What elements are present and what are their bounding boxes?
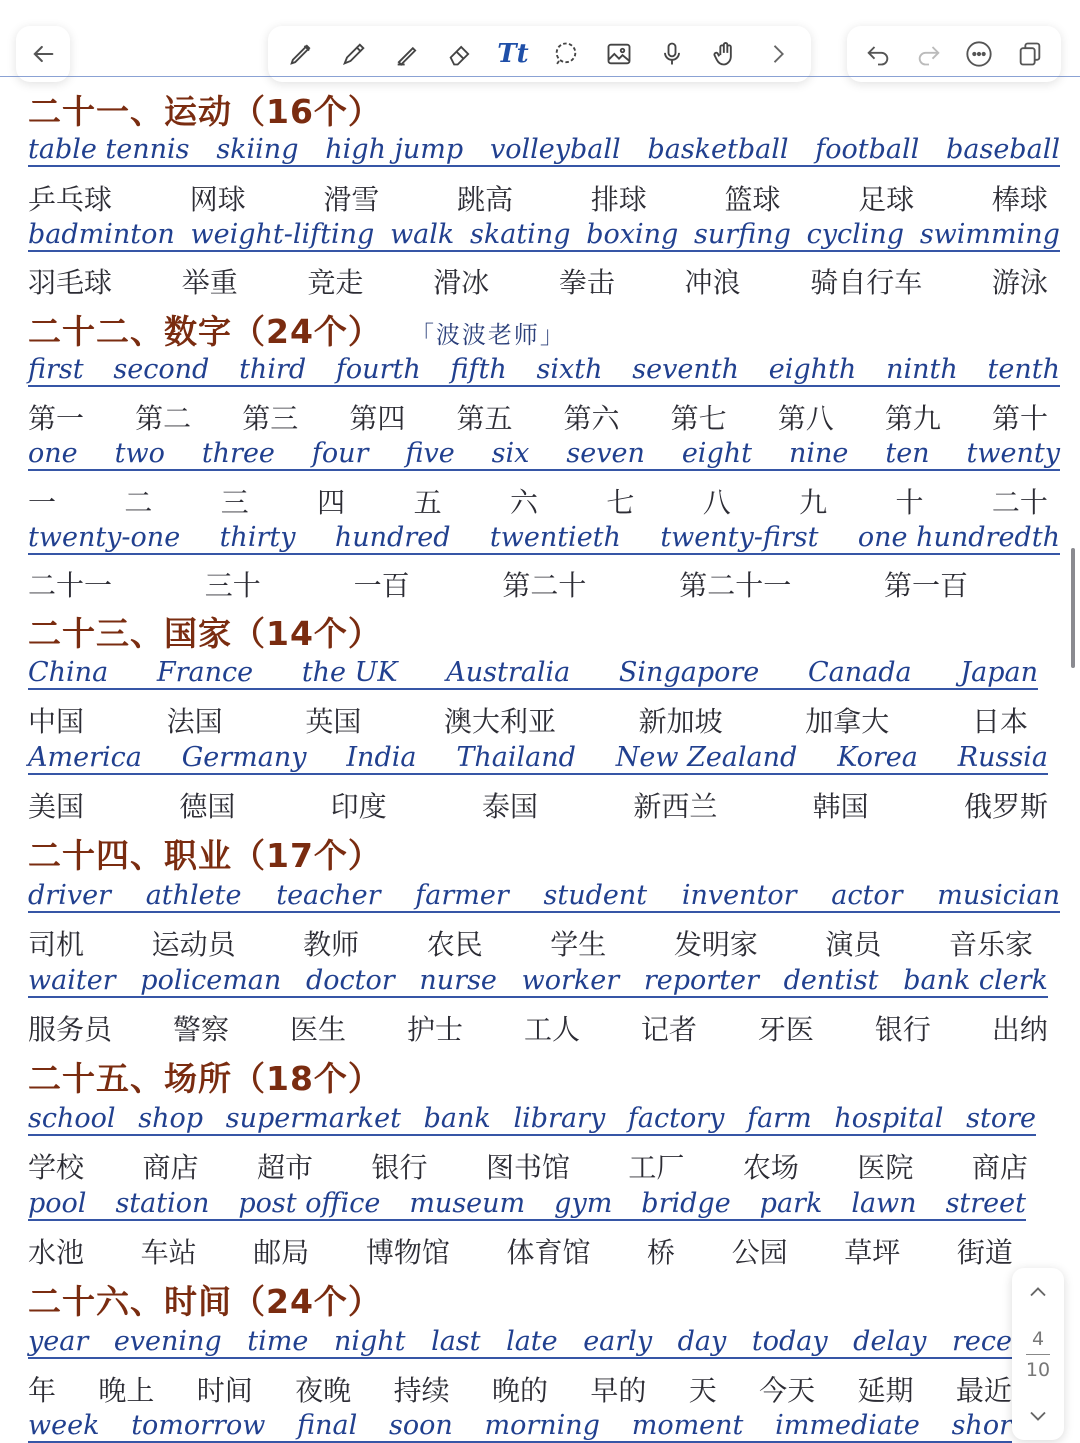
- english-row: [28, 354, 1060, 387]
- chinese-word: 滑雪: [323, 183, 380, 216]
- chevron-up-icon[interactable]: [1022, 1276, 1054, 1308]
- english-word: America: [28, 742, 142, 773]
- chinese-row: [28, 1008, 1048, 1048]
- chinese-word: 第四: [349, 402, 406, 435]
- chinese-word: 服务员: [28, 1013, 113, 1046]
- chinese-word: 游泳: [991, 266, 1048, 299]
- chinese-word: 排球: [590, 183, 647, 216]
- english-word: bank clerk: [903, 965, 1048, 996]
- highlighter-icon[interactable]: [391, 38, 423, 70]
- chinese-word: 第二十: [502, 569, 587, 602]
- chinese-word: 晚上: [98, 1374, 155, 1407]
- more-icon[interactable]: [963, 38, 995, 70]
- author-note: 「波波老师」: [421, 321, 566, 349]
- english-word: third: [239, 354, 307, 385]
- english-word: badminton: [28, 219, 175, 250]
- english-word: evening: [113, 1326, 222, 1357]
- section-heading: [28, 306, 566, 353]
- english-row: [28, 742, 1048, 775]
- chinese-row: [28, 1369, 1012, 1409]
- english-word: tenth: [987, 354, 1060, 385]
- english-word: table tennis: [28, 134, 190, 165]
- english-word: ten: [885, 438, 930, 469]
- english-word: actor: [831, 880, 903, 911]
- chinese-word: 警察: [172, 1013, 229, 1046]
- chinese-word: 法国: [166, 705, 223, 738]
- scrollbar-thumb[interactable]: [1071, 548, 1075, 668]
- chinese-word: 体育馆: [506, 1236, 591, 1269]
- english-row: [28, 965, 1048, 998]
- chinese-word: 音乐家: [948, 928, 1033, 961]
- english-word: week: [28, 1410, 100, 1441]
- chinese-word: 足球: [858, 183, 915, 216]
- section-heading-text: 二十二、数字（24个）: [28, 312, 382, 351]
- english-word: lawn: [851, 1188, 917, 1219]
- english-word: Canada: [807, 657, 912, 688]
- english-word: New Zealand: [615, 742, 798, 773]
- chinese-word: 四: [317, 486, 346, 519]
- english-word: volleyball: [489, 134, 621, 165]
- chinese-word: 银行: [874, 1013, 931, 1046]
- chinese-word: 五: [413, 486, 442, 519]
- chinese-word: 六: [509, 486, 538, 519]
- lasso-icon[interactable]: [550, 38, 582, 70]
- undo-icon[interactable]: [862, 38, 894, 70]
- chinese-word: 二: [124, 486, 153, 519]
- section-heading-text: 二十五、场所（18个）: [28, 1059, 382, 1098]
- english-word: thirty: [219, 522, 296, 553]
- section-heading-text: 二十四、职业（17个）: [28, 836, 382, 875]
- microphone-icon[interactable]: [656, 38, 688, 70]
- eraser-icon[interactable]: [444, 38, 476, 70]
- english-word: five: [405, 438, 455, 469]
- english-word: last: [431, 1326, 481, 1357]
- english-word: fifth: [450, 354, 507, 385]
- chinese-word: 年: [28, 1374, 57, 1407]
- chinese-word: 俄罗斯: [963, 790, 1048, 823]
- chinese-word: 德国: [179, 790, 236, 823]
- english-word: park: [759, 1188, 823, 1219]
- chinese-word: 棒球: [991, 183, 1048, 216]
- english-word: Singapore: [618, 657, 760, 688]
- english-word: farm: [747, 1103, 812, 1134]
- chinese-word: 记者: [640, 1013, 697, 1046]
- english-word: year: [28, 1326, 89, 1357]
- english-word: Russia: [957, 742, 1048, 773]
- chinese-word: 司机: [28, 928, 85, 961]
- chinese-word: 骑自行车: [810, 266, 923, 299]
- section-heading: [28, 1276, 382, 1323]
- chinese-word: 超市: [256, 1151, 313, 1184]
- chinese-word: 夜晚: [295, 1374, 352, 1407]
- chinese-word: 羽毛球: [28, 266, 113, 299]
- chinese-word: 第一: [28, 402, 85, 435]
- english-word: waiter: [28, 965, 116, 996]
- english-word: worker: [521, 965, 620, 996]
- section-heading: [28, 830, 382, 877]
- english-word: basketball: [647, 134, 789, 165]
- chinese-row: [28, 785, 1048, 825]
- chinese-word: 教师: [303, 928, 360, 961]
- english-word: boxing: [586, 219, 679, 250]
- back-button[interactable]: [16, 26, 70, 82]
- chinese-word: 第八: [777, 402, 834, 435]
- english-word: street: [945, 1188, 1026, 1219]
- chinese-word: 运动员: [151, 928, 236, 961]
- chinese-word: 天: [688, 1374, 717, 1407]
- chinese-word: 二十: [991, 486, 1048, 519]
- chinese-word: 冲浪: [684, 266, 741, 299]
- chinese-word: 今天: [759, 1374, 816, 1407]
- chinese-word: 发明家: [673, 928, 758, 961]
- chinese-word: 农场: [742, 1151, 799, 1184]
- chinese-word: 第二: [135, 402, 192, 435]
- section-heading: [28, 1053, 382, 1100]
- english-word: China: [28, 657, 109, 688]
- english-word: late: [506, 1326, 558, 1357]
- section-heading: [28, 608, 382, 655]
- chinese-word: 医院: [857, 1151, 914, 1184]
- total-pages: 10: [1025, 1358, 1051, 1381]
- chinese-word: 桥: [647, 1236, 676, 1269]
- section-heading-text: 二十一、运动（16个）: [28, 92, 382, 131]
- english-word: skating: [470, 219, 571, 250]
- chinese-word: 时间: [196, 1374, 253, 1407]
- page-divider: [1026, 1354, 1050, 1355]
- english-word: weight-lifting: [190, 219, 375, 250]
- chinese-row: [28, 923, 1033, 963]
- english-word: seventh: [632, 354, 739, 385]
- chinese-word: 泰国: [481, 790, 538, 823]
- english-row: [28, 219, 1060, 252]
- english-word: four: [311, 438, 369, 469]
- english-word: day: [677, 1326, 727, 1357]
- pages-icon[interactable]: [1014, 38, 1046, 70]
- english-word: school: [28, 1103, 116, 1134]
- chinese-word: 第七: [670, 402, 727, 435]
- english-word: library: [513, 1103, 606, 1134]
- chinese-word: 新加坡: [638, 705, 723, 738]
- english-row: [28, 880, 1060, 913]
- english-word: nurse: [419, 965, 497, 996]
- chinese-word: 第三: [242, 402, 299, 435]
- english-word: skiing: [216, 134, 299, 165]
- chinese-word: 网球: [189, 183, 246, 216]
- chinese-word: 银行: [371, 1151, 428, 1184]
- english-word: eighth: [768, 354, 857, 385]
- english-word: factory: [627, 1103, 725, 1134]
- section-heading-text: 二十三、国家（14个）: [28, 614, 382, 653]
- chinese-row: [28, 178, 1048, 218]
- english-word: fourth: [335, 354, 421, 385]
- chinese-word: 商店: [142, 1151, 199, 1184]
- english-word: baseball: [946, 134, 1060, 165]
- chinese-word: 举重: [181, 266, 238, 299]
- page-navigator: [1012, 1268, 1064, 1440]
- english-word: swimming: [919, 219, 1060, 250]
- english-word: athlete: [145, 880, 242, 911]
- english-row: [28, 1410, 1012, 1443]
- english-word: farmer: [415, 880, 509, 911]
- pen-icon[interactable]: [285, 38, 317, 70]
- english-word: tomorrow: [131, 1410, 266, 1441]
- english-word: twenty-one: [28, 522, 181, 553]
- english-word: dentist: [783, 965, 879, 996]
- chinese-word: 第九: [884, 402, 941, 435]
- chinese-word: 印度: [330, 790, 387, 823]
- chinese-word: 博物馆: [365, 1236, 450, 1269]
- chinese-word: 七: [606, 486, 635, 519]
- redo-icon[interactable]: [913, 38, 945, 70]
- chinese-word: 竞走: [307, 266, 364, 299]
- english-word: twenty: [966, 438, 1060, 469]
- chinese-word: 学校: [28, 1151, 85, 1184]
- english-word: today: [751, 1326, 828, 1357]
- english-word: second: [113, 354, 210, 385]
- english-row: [28, 1188, 1026, 1221]
- chinese-word: 护士: [406, 1013, 463, 1046]
- section-heading-text: 二十六、时间（24个）: [28, 1282, 382, 1321]
- english-row: [28, 134, 1060, 167]
- english-word: shor: [951, 1410, 1012, 1441]
- chinese-word: 牙医: [757, 1013, 814, 1046]
- chevron-right-icon[interactable]: [762, 38, 794, 70]
- english-word: bridge: [641, 1188, 731, 1219]
- english-word: musician: [937, 880, 1060, 911]
- english-word: reporter: [643, 965, 759, 996]
- chinese-word: 韩国: [812, 790, 869, 823]
- chinese-word: 医生: [289, 1013, 346, 1046]
- english-word: six: [491, 438, 530, 469]
- chinese-word: 九: [799, 486, 828, 519]
- chinese-word: 乒乓球: [28, 183, 113, 216]
- chinese-row: [28, 481, 1048, 521]
- english-word: Korea: [837, 742, 918, 773]
- english-row: [28, 657, 1038, 690]
- chinese-word: 第十: [991, 402, 1048, 435]
- english-word: twenty-first: [660, 522, 819, 553]
- english-word: post office: [238, 1188, 381, 1219]
- english-word: Thailand: [456, 742, 576, 773]
- section-heading: [28, 86, 382, 133]
- chinese-word: 晚的: [491, 1374, 548, 1407]
- english-word: night: [333, 1326, 406, 1357]
- chinese-word: 八: [702, 486, 731, 519]
- english-word: bank: [423, 1103, 491, 1134]
- english-word: three: [201, 438, 275, 469]
- chinese-word: 工厂: [628, 1151, 685, 1184]
- english-word: twentieth: [489, 522, 621, 553]
- chinese-word: 工人: [523, 1013, 580, 1046]
- english-word: student: [543, 880, 648, 911]
- drawing-toolbar: [268, 26, 811, 82]
- chinese-word: 篮球: [724, 183, 781, 216]
- chinese-word: 三十: [204, 569, 261, 602]
- english-word: hospital: [834, 1103, 944, 1134]
- current-page: 4: [1031, 1327, 1045, 1350]
- chinese-word: 持续: [393, 1374, 450, 1407]
- chinese-word: 邮局: [253, 1236, 310, 1269]
- chinese-word: 农民: [426, 928, 483, 961]
- text-icon[interactable]: Tt: [497, 39, 529, 69]
- english-word: nine: [788, 438, 849, 469]
- english-word: final: [297, 1410, 358, 1441]
- english-row: [28, 522, 1060, 555]
- english-word: shop: [138, 1103, 204, 1134]
- english-row: [28, 1103, 1036, 1136]
- chinese-word: 中国: [28, 705, 85, 738]
- chinese-word: 商店: [971, 1151, 1028, 1184]
- chinese-word: 新西兰: [633, 790, 718, 823]
- english-word: walk: [390, 219, 455, 250]
- english-word: two: [114, 438, 165, 469]
- arrow-left-icon: [27, 38, 59, 70]
- chinese-word: 草坪: [844, 1236, 901, 1269]
- chinese-word: 二十一: [28, 569, 113, 602]
- english-word: gym: [554, 1188, 613, 1219]
- chinese-word: 澳大利亚: [443, 705, 556, 738]
- chinese-row: [28, 1231, 1013, 1271]
- english-word: France: [156, 657, 254, 688]
- english-word: driver: [28, 880, 111, 911]
- english-word: ninth: [886, 354, 958, 385]
- english-word: one hundredth: [857, 522, 1060, 553]
- chinese-word: 延期: [857, 1374, 914, 1407]
- english-word: pool: [28, 1188, 87, 1219]
- chinese-word: 街道: [956, 1236, 1013, 1269]
- english-word: supermarket: [225, 1103, 401, 1134]
- english-word: inventor: [681, 880, 797, 911]
- chinese-word: 第一百: [883, 569, 968, 602]
- english-word: policeman: [140, 965, 282, 996]
- english-word: sixth: [536, 354, 603, 385]
- chinese-row: [28, 564, 968, 604]
- chinese-word: 图书馆: [485, 1151, 570, 1184]
- chinese-word: 拳击: [558, 266, 615, 299]
- english-word: eight: [681, 438, 752, 469]
- english-word: immediate: [775, 1410, 920, 1441]
- chinese-word: 日本: [971, 705, 1028, 738]
- chinese-word: 加拿大: [805, 705, 890, 738]
- chinese-word: 第六: [563, 402, 620, 435]
- english-word: cycling: [806, 219, 905, 250]
- english-word: high jump: [325, 134, 464, 165]
- hand-icon[interactable]: [709, 38, 741, 70]
- chevron-down-icon[interactable]: [1022, 1400, 1054, 1432]
- english-word: one: [28, 438, 78, 469]
- page-indicator: [1026, 1326, 1050, 1383]
- english-word: seven: [566, 438, 645, 469]
- chinese-word: 早的: [590, 1374, 647, 1407]
- english-row: [28, 1326, 1012, 1359]
- chinese-word: 三: [220, 486, 249, 519]
- chinese-word: 十: [895, 486, 924, 519]
- english-word: moment: [631, 1410, 744, 1441]
- page-top-rule: [0, 76, 1080, 77]
- english-word: doctor: [306, 965, 395, 996]
- english-word: delay: [853, 1326, 927, 1357]
- english-word: museum: [409, 1188, 526, 1219]
- english-word: surfing: [694, 219, 791, 250]
- chinese-word: 美国: [28, 790, 85, 823]
- english-word: store: [966, 1103, 1036, 1134]
- english-word: Japan: [960, 657, 1038, 688]
- chinese-word: 公园: [731, 1236, 788, 1269]
- chinese-row: [28, 1146, 1028, 1186]
- english-word: early: [583, 1326, 653, 1357]
- chinese-word: 第二十一: [679, 569, 792, 602]
- chinese-word: 英国: [305, 705, 362, 738]
- image-icon[interactable]: [603, 38, 635, 70]
- english-word: hundred: [334, 522, 451, 553]
- english-word: Germany: [181, 742, 307, 773]
- chinese-word: 车站: [140, 1236, 197, 1269]
- chinese-word: 出纳: [991, 1013, 1048, 1046]
- english-word: station: [115, 1188, 210, 1219]
- english-word: football: [815, 134, 920, 165]
- chinese-row: [28, 397, 1048, 437]
- chinese-word: 滑冰: [433, 266, 490, 299]
- chinese-word: 一: [28, 486, 57, 519]
- pencil-icon[interactable]: [338, 38, 370, 70]
- english-word: the UK: [301, 657, 398, 688]
- english-word: morning: [484, 1410, 600, 1441]
- chinese-word: 学生: [550, 928, 607, 961]
- chinese-word: 演员: [825, 928, 882, 961]
- english-word: soon: [388, 1410, 453, 1441]
- english-word: India: [346, 742, 417, 773]
- chinese-word: 第五: [456, 402, 513, 435]
- chinese-word: 最近: [955, 1374, 1012, 1407]
- action-toolbar: [847, 26, 1061, 82]
- english-word: Australia: [446, 657, 571, 688]
- chinese-row: [28, 261, 1048, 301]
- chinese-word: 水池: [28, 1236, 85, 1269]
- english-word: rece: [951, 1326, 1012, 1357]
- chinese-word: 跳高: [457, 183, 514, 216]
- english-word: first: [28, 354, 84, 385]
- english-word: time: [247, 1326, 309, 1357]
- chinese-word: 一百: [353, 569, 410, 602]
- english-word: teacher: [276, 880, 381, 911]
- english-row: [28, 438, 1060, 471]
- chinese-row: [28, 700, 1028, 740]
